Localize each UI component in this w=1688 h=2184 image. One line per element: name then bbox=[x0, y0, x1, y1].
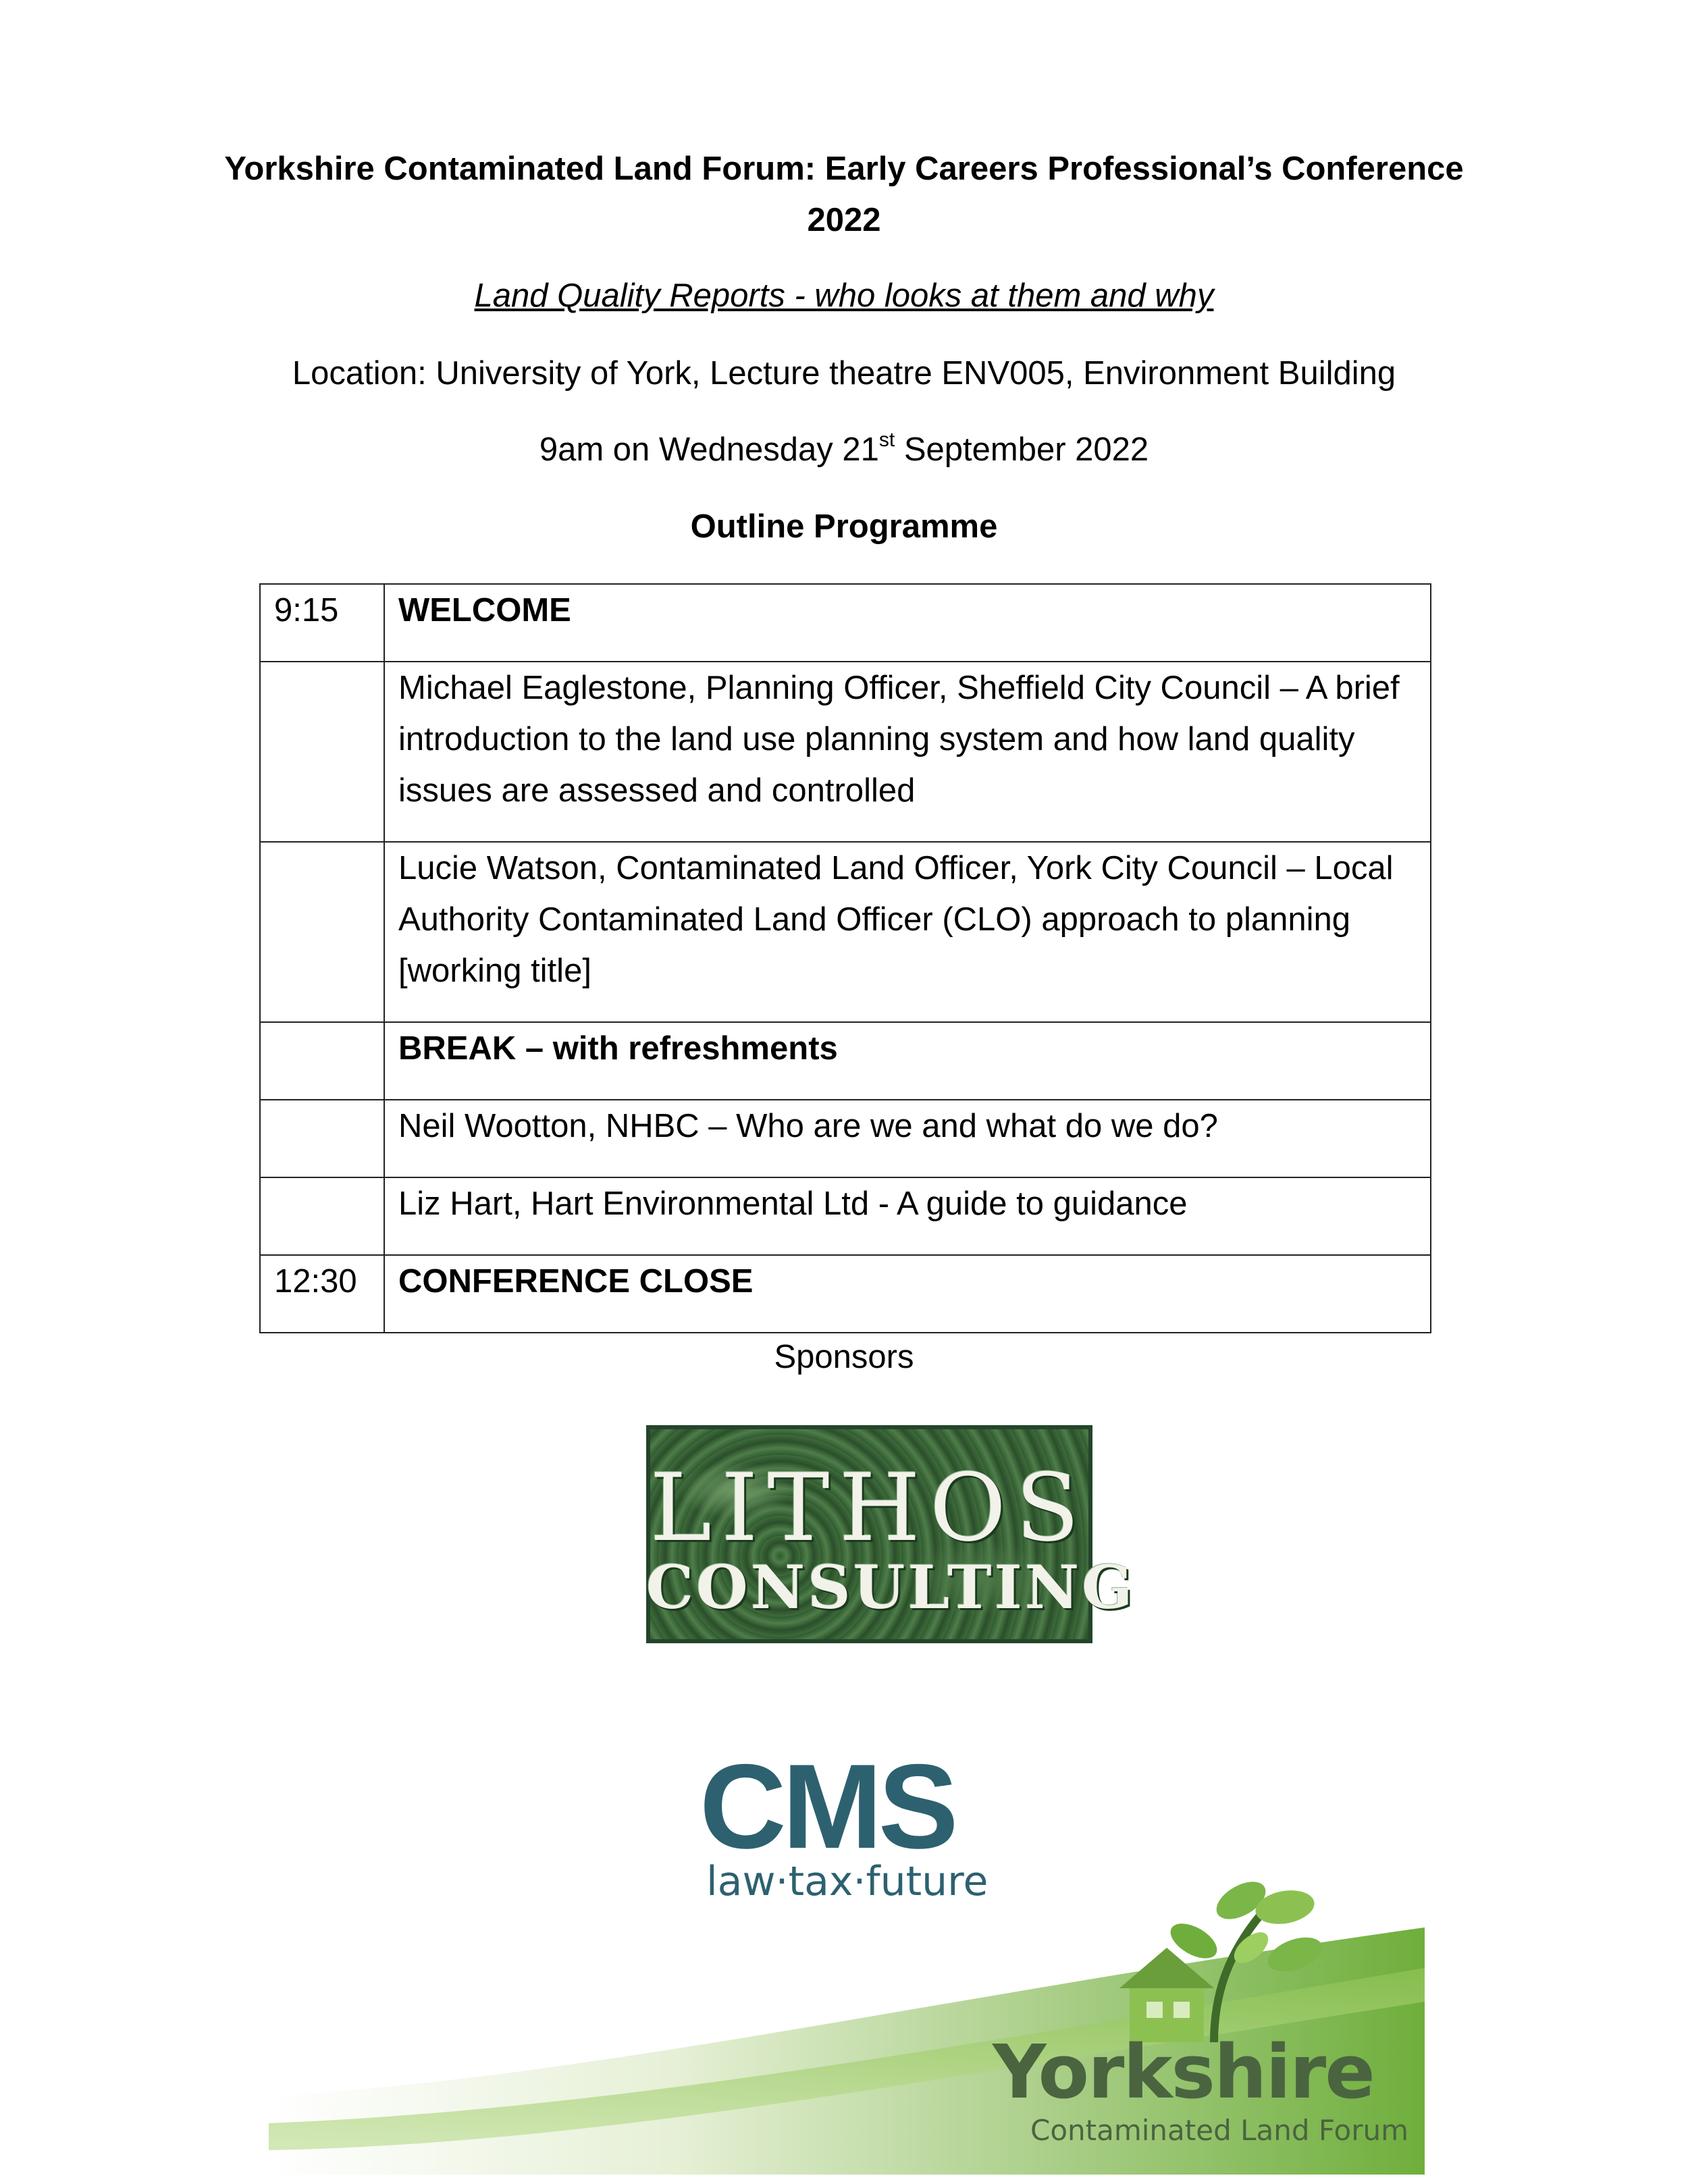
programme-row bbox=[260, 1100, 1431, 1177]
cms-logo-tagline: law·tax·future bbox=[706, 1858, 988, 1905]
lithos-logo-line1: LITHOS bbox=[650, 1454, 1089, 1562]
date-ordinal: st bbox=[878, 428, 895, 451]
programme-item: CONFERENCE CLOSE bbox=[384, 1255, 1431, 1333]
programme-item: WELCOME bbox=[384, 584, 1431, 662]
lithos-logo-line2: CONSULTING bbox=[646, 1552, 1136, 1622]
programme-item: BREAK – with refreshments bbox=[384, 1022, 1431, 1100]
document-title bbox=[0, 143, 1688, 246]
forum-logo-word: Yorkshire bbox=[993, 2029, 1374, 2115]
programme-item: Lucie Watson, Contaminated Land Officer, York City Council – Local Authority Contaminated Land Officer (CLO) approach to planning [working title] bbox=[384, 842, 1431, 1022]
cms-logo-mark: CMS bbox=[700, 1739, 955, 1873]
location: Location: University of York, Lecture theatre ENV005, Environment Building bbox=[292, 355, 1396, 392]
outline-heading: Outline Programme bbox=[690, 508, 998, 545]
date-rest: September 2022 bbox=[895, 431, 1149, 468]
title-line-1: Yorkshire Contaminated Land Forum: Early Careers Professional’s Conference bbox=[224, 151, 1464, 187]
programme-row bbox=[260, 1022, 1431, 1100]
programme-row bbox=[260, 842, 1431, 1022]
forum-logo-subtitle: Contaminated Land Forum bbox=[1030, 2114, 1409, 2147]
programme-time bbox=[260, 842, 384, 1022]
programme-row bbox=[260, 584, 1431, 662]
programme-time bbox=[260, 1022, 384, 1100]
programme-time: 12:30 bbox=[260, 1255, 384, 1333]
programme-row bbox=[260, 662, 1431, 842]
subtitle: Land Quality Reports - who looks at them and why bbox=[474, 277, 1214, 314]
date-time bbox=[0, 428, 1688, 469]
programme-time bbox=[260, 1177, 384, 1255]
programme-time: 9:15 bbox=[260, 584, 384, 662]
programme-time bbox=[260, 1100, 384, 1177]
programme-item: Liz Hart, Hart Environmental Ltd - A guide to guidance bbox=[384, 1177, 1431, 1255]
title-line-2: 2022 bbox=[807, 202, 881, 238]
programme-body bbox=[260, 584, 1431, 1333]
programme-table bbox=[259, 583, 1431, 1333]
programme-item: Michael Eaglestone, Planning Officer, Sheffield City Council – A brief introduction to the land use planning system and how land quality issues are assessed and controlled bbox=[384, 662, 1431, 842]
programme-time bbox=[260, 662, 384, 842]
programme-row bbox=[260, 1255, 1431, 1333]
lithos-consulting-logo bbox=[646, 1425, 1136, 1643]
yorkshire-forum-logo bbox=[269, 1873, 1425, 2175]
programme-row bbox=[260, 1177, 1431, 1255]
sponsors-heading: Sponsors bbox=[774, 1339, 914, 1375]
programme-item: Neil Wootton, NHBC – Who are we and what do we do? bbox=[384, 1100, 1431, 1177]
date-prefix: 9am on Wednesday 21 bbox=[539, 431, 879, 468]
